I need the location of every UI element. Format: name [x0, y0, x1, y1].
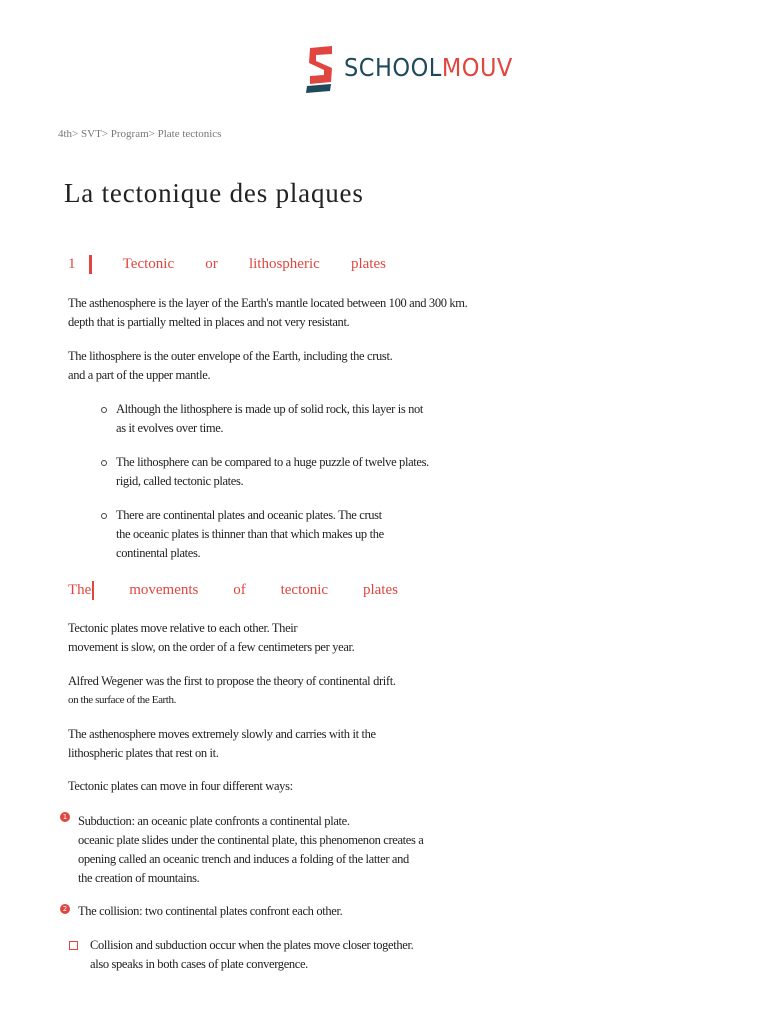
text-line: lithospheric plates that rest on it.	[68, 746, 219, 760]
schoolmouv-wordmark: SCHOOLMOUV	[344, 53, 513, 82]
text-line: Tectonic plates move relative to each other. Their	[68, 621, 298, 635]
text-line: The lithosphere can be compared to a huge puzzle of twelve plates.	[116, 455, 429, 469]
text-line: movement is slow, on the order of a few centimeters per year.	[68, 640, 355, 654]
text-line: continental plates.	[116, 546, 201, 560]
heading-word: of	[233, 582, 246, 598]
bullet-icon	[101, 513, 107, 519]
text-line: Collision and subduction occur when the plates move closer together.	[90, 938, 414, 952]
text-line: the creation of mountains.	[78, 871, 200, 885]
text-line: Although the lithosphere is made up of solid rock, this layer is not	[116, 402, 424, 416]
heading-word: The	[68, 582, 92, 598]
text-line: as it evolves over time.	[116, 421, 224, 435]
schoolmouv-s-icon	[304, 44, 336, 94]
text-line: depth that is partially melted in places and not very resistant.	[68, 315, 350, 329]
section-heading-2	[68, 581, 398, 600]
list-item-collision	[78, 902, 342, 921]
number-badge-icon: 2	[60, 904, 70, 914]
heading-word: plates	[362, 582, 398, 598]
heading-word: lithospheric	[248, 256, 320, 272]
heading-word: movements	[129, 582, 199, 598]
text-line: and a part of the upper mantle.	[68, 368, 211, 382]
list-item	[116, 400, 423, 438]
list-item	[116, 453, 429, 491]
section-number: 1	[68, 256, 76, 272]
paragraph-asthenosphere	[68, 294, 467, 332]
text-line: Subduction: an oceanic plate confronts a continental plate.	[78, 814, 350, 828]
text-line: oceanic plate slides under the continental plate, this phenomenon creates a	[78, 833, 424, 847]
bullet-icon	[101, 460, 107, 466]
paragraph-wegener	[68, 672, 396, 710]
text-line: opening called an oceanic trench and induces a folding of the latter and	[78, 852, 409, 866]
note-convergence	[90, 936, 413, 974]
page-title: La tectonique des plaques	[64, 178, 364, 208]
text-line: The asthenosphere is the layer of the Earth's mantle located between 100 and 300 km.	[68, 296, 468, 310]
text-line: The collision: two continental plates confront each other.	[78, 904, 343, 918]
text-line: rigid, called tectonic plates.	[116, 474, 244, 488]
section-marker	[89, 255, 92, 274]
paragraph-plate-movement	[68, 619, 354, 657]
text-line: The asthenosphere moves extremely slowly and carries with it the	[68, 727, 376, 741]
section-marker	[92, 581, 94, 600]
bullet-icon	[101, 407, 107, 413]
text-line: also speaks in both cases of plate convergence.	[90, 957, 308, 971]
list-item	[116, 506, 384, 563]
paragraph-four-ways: Tectonic plates can move in four different ways:	[68, 779, 293, 793]
text-line: The lithosphere is the outer envelope of the Earth, including the crust.	[68, 349, 393, 363]
section-heading-1	[68, 255, 386, 274]
text-line: Alfred Wegener was the first to propose the theory of continental drift.	[68, 674, 396, 688]
text-line: the oceanic plates is thinner than that which makes up the	[116, 527, 384, 541]
heading-word: Tectonic	[122, 256, 175, 272]
list-item-subduction	[78, 812, 424, 888]
heading-word: tectonic	[280, 582, 329, 598]
note-square-icon	[69, 941, 78, 950]
number-badge-icon: 1	[60, 812, 70, 822]
text-line: There are continental plates and oceanic plates. The crust	[116, 508, 382, 522]
paragraph-lithosphere	[68, 347, 392, 385]
paragraph-asthenosphere-motion	[68, 725, 376, 763]
text-line: on the surface of the Earth.	[68, 694, 176, 706]
heading-word: plates	[350, 256, 386, 272]
heading-word: or	[205, 256, 218, 272]
schoolmouv-logo[interactable]	[304, 44, 513, 94]
breadcrumb[interactable]: 4th> SVT> Program> Plate tectonics	[58, 128, 222, 140]
